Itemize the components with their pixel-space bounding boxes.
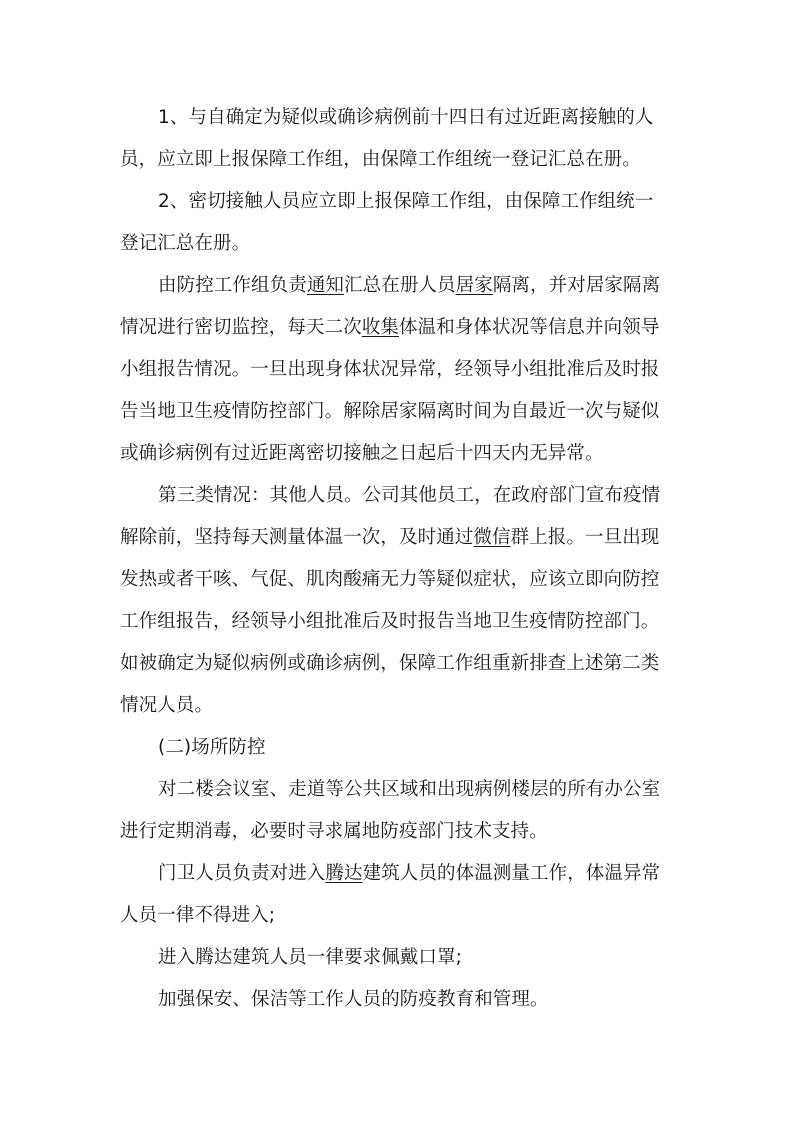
- text-run: 人员一律不得进入;: [120, 905, 276, 926]
- text-run: 进行定期消毒，必要时寻求属地防疫部门技术支持。: [120, 821, 548, 842]
- text-run: 建筑人员的体温测量工作，体温异常: [362, 863, 661, 884]
- text-run: 隔离，并对居家隔离: [492, 275, 661, 296]
- text-run: 由防控工作组负责: [158, 275, 307, 296]
- text-line: [158, 481, 660, 511]
- text-line: [120, 397, 659, 427]
- text-run: 第三类情况：其他人员。公司其他员工，在政府部门宣布疫情: [158, 485, 661, 506]
- underlined-text: 腾达: [325, 863, 363, 884]
- text-run: 1、与自确定为疑似或确诊病例前十四日有过近距离接触的人: [158, 107, 654, 128]
- text-run: 群上报。一旦出现: [510, 527, 660, 548]
- text-run: 发热或者干咳、气促、肌肉酸痛无力等疑似症状，应该立即向防控: [120, 569, 660, 590]
- text-line: [158, 859, 660, 889]
- text-line: [158, 775, 660, 805]
- text-line: [120, 355, 659, 385]
- underlined-text: 收集: [361, 317, 400, 338]
- section-heading: [158, 733, 266, 763]
- text-run: 加强保安、保洁等工作人员的防疫教育和管理。: [158, 989, 549, 1010]
- text-line: [120, 229, 250, 259]
- text-run: 情况进行密切监控，每天二次: [120, 317, 362, 338]
- text-run: 如被确定为疑似病例或确诊病例，保障工作组重新排查上述第二类: [120, 653, 660, 674]
- text-line: [120, 691, 213, 721]
- underlined-text: 微信: [473, 527, 511, 548]
- text-line: [120, 607, 659, 637]
- underlined-text: 通知: [306, 275, 345, 296]
- text-run: 员，应立即上报保障工作组，由保障工作组统一登记汇总在册。: [120, 149, 641, 170]
- text-line: [158, 103, 653, 133]
- text-run: 解除前，坚持每天测量体温一次，及时通过: [120, 527, 474, 548]
- text-run: 体温和身体状况等信息并向领导: [399, 317, 660, 338]
- text-line: [158, 943, 462, 973]
- text-run: 进入腾达建筑人员一律要求佩戴口罩;: [158, 947, 462, 968]
- text-line: [120, 439, 604, 469]
- text-line: [158, 985, 549, 1015]
- text-line: [158, 187, 653, 217]
- text-line: [120, 901, 275, 931]
- text-run: 汇总在册人员: [344, 275, 456, 296]
- text-run: 工作组报告，经领导小组批准后及时报告当地卫生疫情防控部门。: [120, 611, 660, 632]
- text-run: 2、密切接触人员应立即上报保障工作组，由保障工作组统一: [158, 191, 654, 212]
- text-line: [120, 145, 641, 175]
- text-run: 告当地卫生疫情防控部门。解除居家隔离时间为自最近一次与疑似: [120, 401, 660, 422]
- text-line: [120, 523, 659, 553]
- text-line: [120, 649, 659, 679]
- text-run: 门卫人员负责对进入: [158, 863, 326, 884]
- text-line: [158, 271, 660, 301]
- text-run: 或确诊病例有过近距离密切接触之日起后十四天内无异常。: [120, 443, 604, 464]
- text-run: (二)场所防控: [158, 737, 266, 758]
- text-run: 登记汇总在册。: [120, 233, 251, 254]
- text-run: 小组报告情况。一旦出现身体状况异常，经领导小组批准后及时报: [120, 359, 660, 380]
- text-run: 对二楼会议室、走道等公共区域和出现病例楼层的所有办公室: [158, 779, 661, 800]
- text-line: [120, 817, 548, 847]
- text-line: [120, 313, 659, 343]
- underlined-text: 居家: [455, 275, 493, 296]
- text-line: [120, 565, 659, 595]
- text-run: 情况人员。: [120, 695, 214, 716]
